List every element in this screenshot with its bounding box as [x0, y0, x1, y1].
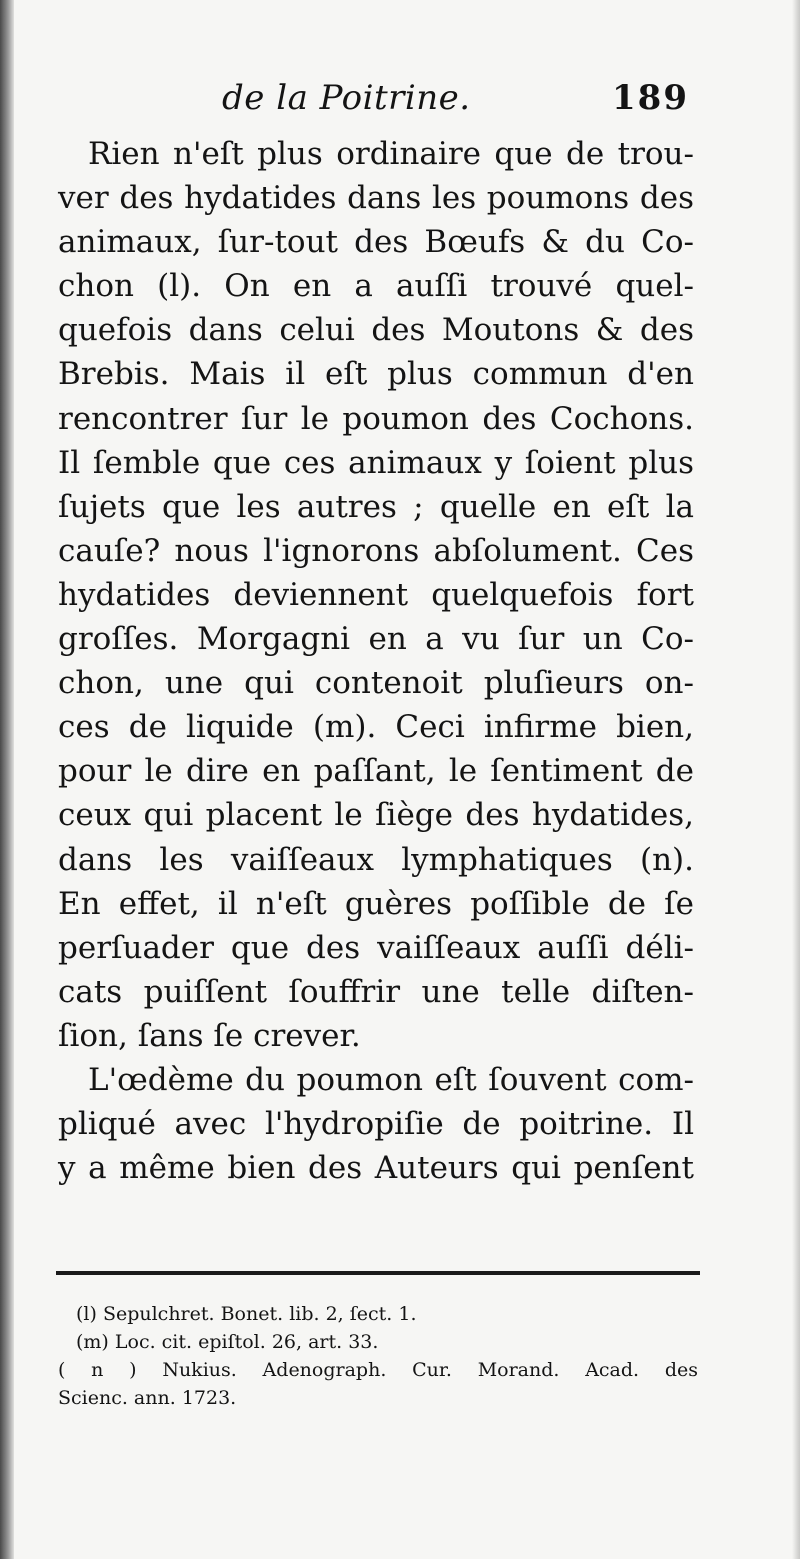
page-gutter-shadow: [0, 0, 14, 1559]
body-line: animaux, ſur-tout des Bœufs & du Co-: [58, 224, 694, 261]
page-number: 189: [612, 78, 689, 118]
body-line: chon (l). On en a auſſi trouvé quel-: [58, 268, 694, 305]
body-line: Brebis. Mais il eſt plus commun d'en: [58, 356, 694, 393]
body-line: ſujets que les autres ; quelle en eſt la: [58, 488, 694, 525]
body-line: rencontrer ſur le poumon des Cochons.: [58, 400, 694, 437]
body-line: chon, une qui contenoit pluſieurs on-: [58, 665, 694, 702]
body-line: groſſes. Morgagni en a vu ſur un Co-: [58, 621, 694, 658]
body-line: ver des hydatides dans les poumons des: [58, 180, 694, 217]
body-line: dans les vaiſſeaux lymphatiques (n).: [58, 841, 694, 878]
body-line: ceux qui placent le ſiège des hydatides,: [58, 797, 694, 834]
footnote-n-continued: Scienc. ann. 1723.: [58, 1387, 237, 1409]
footnote-divider: [56, 1271, 700, 1275]
body-line: cauſe? nous l'ignorons abſolument. Ces: [58, 532, 694, 569]
body-line: perſuader que des vaiſſeaux auſſi déli-: [58, 929, 694, 966]
body-line-paragraph-end: ſion, ſans ſe crever.: [58, 1017, 361, 1054]
body-line: y a même bien des Auteurs qui penſent: [58, 1150, 694, 1187]
body-line: ces de liquide (m). Ceci infirme bien,: [58, 709, 694, 746]
page-edge-shadow: [792, 0, 800, 1559]
body-line: quefois dans celui des Moutons & des: [58, 312, 694, 349]
body-line: Il ſemble que ces animaux y ſoient plus: [58, 444, 694, 481]
body-text: [58, 132, 694, 1190]
body-line: Rien n'eſt plus ordinaire que de trou-: [88, 136, 694, 172]
footnotes: [58, 1300, 698, 1412]
body-line: cats puiſſent ſouffrir une telle diſten-: [58, 973, 694, 1010]
footnote-n: ( n ) Nukius. Adenograph. Cur. Morand. Acad. des: [58, 1359, 698, 1381]
body-line: En effet, il n'eſt guères poſſible de ſe: [58, 885, 694, 922]
running-title: de la Poitrine.: [222, 78, 471, 118]
body-line: pour le dire en paſſant, le ſentiment de: [58, 753, 694, 790]
body-line: hydatides deviennent quelquefois fort: [58, 576, 694, 613]
footnote-l: (l) Sepulchret. Bonet. lib. 2, ſect. 1.: [76, 1303, 417, 1325]
footnote-m: (m) Loc. cit. epiſtol. 26, art. 33.: [76, 1331, 379, 1353]
body-line: L'œdème du poumon eſt ſouvent com-: [88, 1061, 694, 1098]
body-line: pliqué avec l'hydropiſie de poitrine. Il: [58, 1106, 694, 1143]
page-header: [0, 78, 800, 128]
